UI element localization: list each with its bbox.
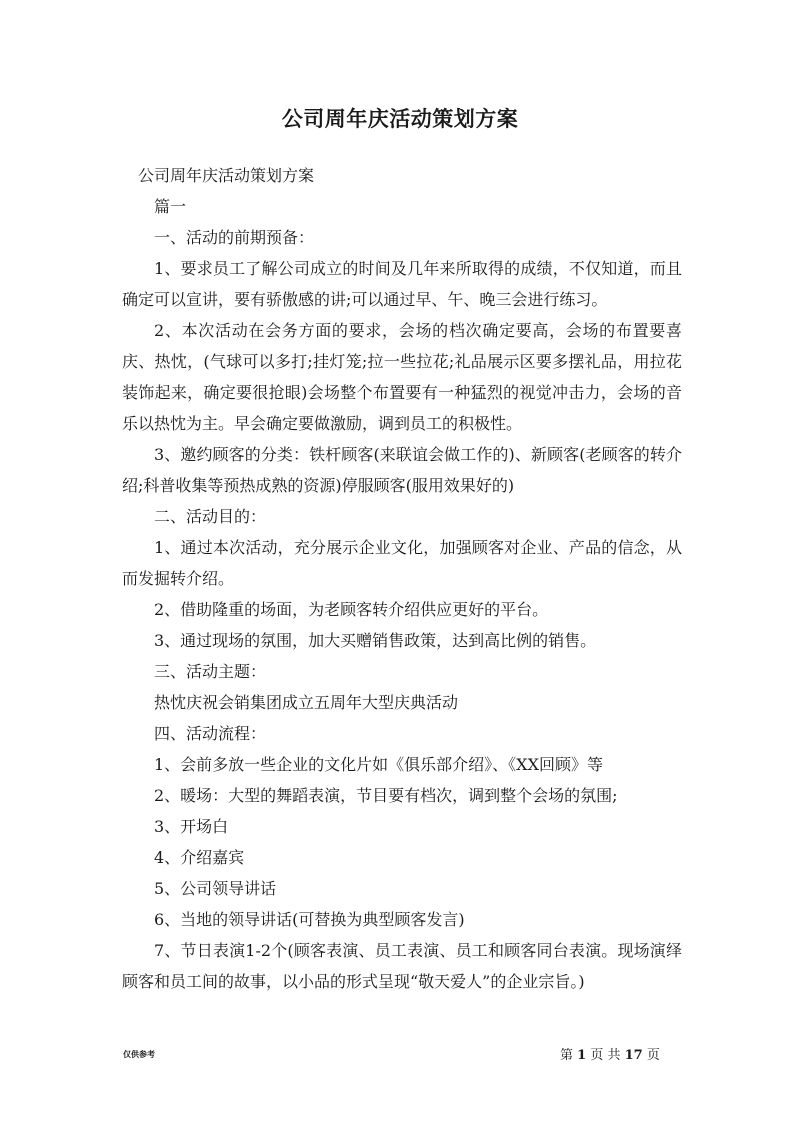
paragraph: 1、会前多放一些企业的文化片如《俱乐部介绍》、《XX回顾》等 (154, 755, 603, 774)
section-heading: 四、活动流程： (154, 724, 267, 743)
page-number (560, 1044, 660, 1063)
paragraph: 1、通过本次活动，充分展示企业文化，加强顾客对企业、产品的信念，从而发掘转介绍。 (122, 538, 682, 588)
page-total: 17 (624, 1048, 643, 1063)
paragraph: 3、通过现场的氛围，加大买赠销售政策，达到高比例的销售。 (154, 631, 597, 650)
paragraph: 2、暖场：大型的舞蹈表演，节目要有档次，调到整个会场的氛围; (154, 786, 618, 805)
paragraph: 4、介绍嘉宾 (154, 848, 245, 867)
paragraph: 2、本次活动在会务方面的要求，会场的档次确定要高，会场的布置要喜庆、热忱，(气球可以多打;挂灯笼;拉一些拉花;礼品展示区要多摆礼品，用拉花装饰起来，确定要很抢眼)会场整个布置要有一种猛烈的视觉冲击力，会场的音乐以热忱为主。早会确定要做激励，调到员工的积极性。 (122, 321, 682, 433)
paragraph: 2、借助隆重的场面，为老顾客转介绍供应更好的平台。 (154, 600, 549, 619)
paragraph: 公司周年庆活动策划方案 (138, 166, 315, 185)
section-heading: 二、活动目的： (154, 507, 267, 526)
paragraph: 篇一 (154, 197, 187, 216)
page-prefix: 第 (560, 1048, 574, 1063)
page-suffix: 页 (646, 1048, 660, 1063)
page-current: 1 (577, 1048, 587, 1063)
section-heading: 一、活动的前期预备： (154, 228, 315, 247)
paragraph: 3、开场白 (154, 817, 229, 836)
paragraph: 5、公司领导讲话 (154, 879, 277, 898)
paragraph: 热忱庆祝会销集团成立五周年大型庆典活动 (154, 693, 459, 712)
paragraph: 6、当地的领导讲话(可替换为典型顾客发言) (154, 910, 465, 929)
paragraph: 1、要求员工了解公司成立的时间及几年来所取得的成绩，不仅知道，而且确定可以宣讲，要有骄傲感的讲;可以通过早、午、晚三会进行练习。 (122, 259, 682, 309)
document-title: 公司周年庆活动策划方案 (281, 107, 519, 131)
page-mid: 页 共 (590, 1048, 621, 1063)
document-body (122, 160, 682, 997)
paragraph: 3、邀约顾客的分类：铁杆顾客(来联谊会做工作的)、新顾客(老顾客的转介绍;科普收集等预热成熟的资源)停服顾客(服用效果好的) (122, 445, 682, 495)
paragraph: 7、节日表演1-2个(顾客表演、员工表演、员工和顾客同台表演。现场演绎顾客和员工间的故事，以小品的形式呈现“敬天爱人”的企业宗旨。) (122, 941, 682, 991)
section-heading: 三、活动主题： (154, 662, 267, 681)
footer-note: 仅供参考 (123, 1050, 155, 1059)
